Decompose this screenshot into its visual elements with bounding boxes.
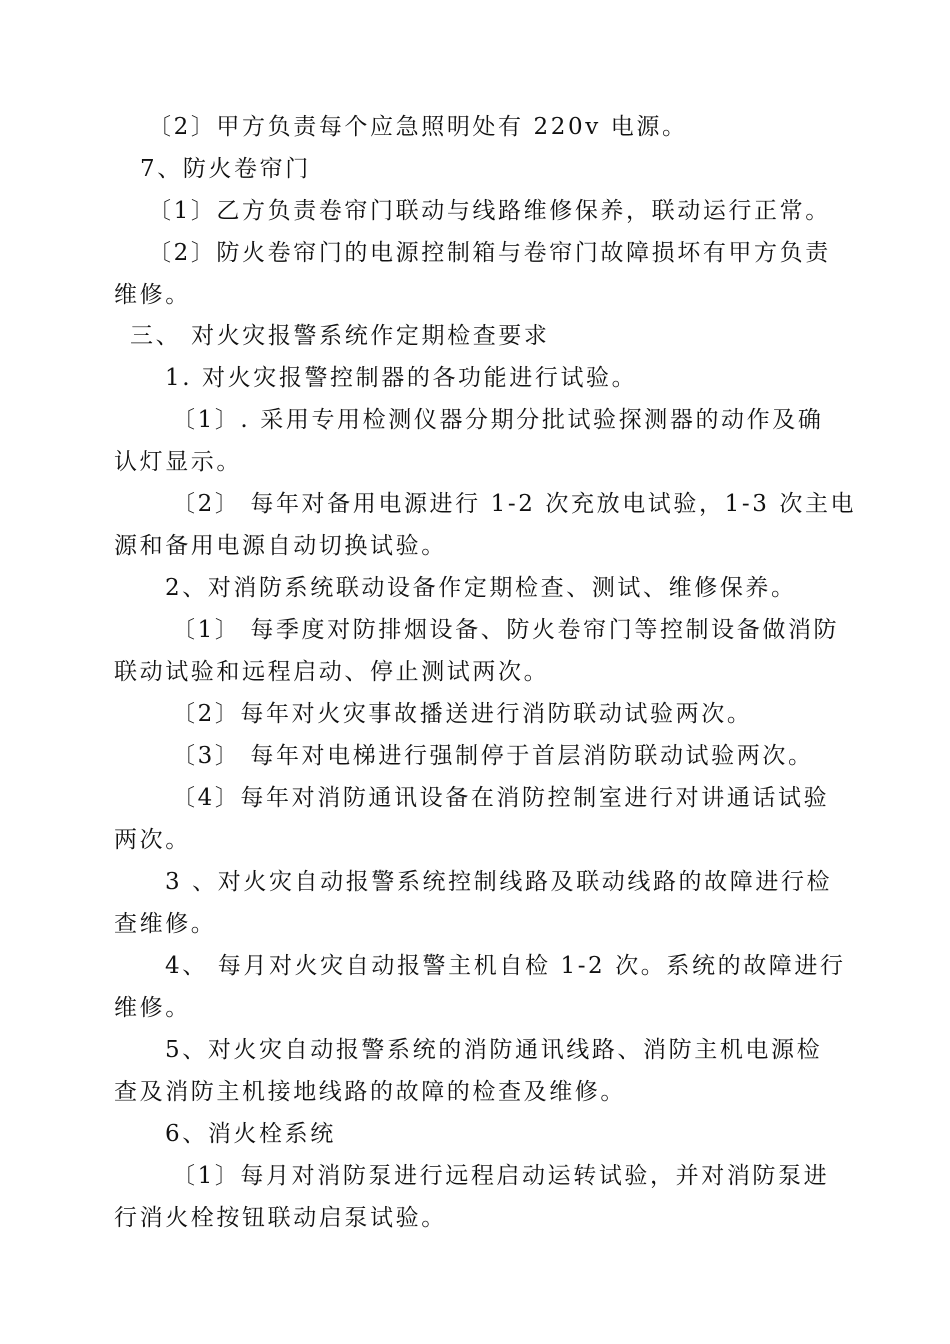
text-line: 查及消防主机接地线路的故障的检查及维修。 — [114, 1079, 626, 1105]
text-line: 两次。 — [114, 827, 191, 853]
text-line: 2、对消防系统联动设备作定期检查、测试、维修保养。 — [165, 575, 797, 601]
text-line: 〔2〕每年对火灾事故播送进行消防联动试验两次。 — [172, 701, 753, 727]
text-line: 维修。 — [114, 282, 191, 308]
text-line: 查维修。 — [114, 911, 217, 937]
text-line: 〔2〕 每年对备用电源进行 1-2 次充放电试验，1-3 次主电 — [172, 491, 857, 517]
text-line: 5、对火灾自动报警系统的消防通讯线路、消防主机电源检 — [165, 1037, 823, 1063]
text-line: 〔2〕防火卷帘门的电源控制箱与卷帘门故障损坏有甲方负责 — [148, 240, 831, 266]
text-line: 7、防火卷帘门 — [140, 156, 311, 182]
text-line: 行消火栓按钮联动启泵试验。 — [114, 1205, 447, 1231]
text-line: 1. 对火灾报警控制器的各功能进行试验。 — [165, 365, 638, 391]
text-line: 〔1〕. 采用专用检测仪器分期分批试验探测器的动作及确 — [172, 407, 824, 433]
text-line: 〔1〕每月对消防泵进行远程启动运转试验，并对消防泵进 — [172, 1163, 830, 1189]
text-line: 〔1〕 每季度对防排烟设备、防火卷帘门等控制设备做消防 — [172, 617, 840, 643]
text-line: 〔1〕乙方负责卷帘门联动与线路维修保养，联动运行正常。 — [148, 198, 831, 224]
text-line: 认灯显示。 — [114, 449, 242, 475]
text-line: 6、消火栓系统 — [165, 1121, 336, 1147]
text-line: 3 、对火灾自动报警系统控制线路及联动线路的故障进行检 — [165, 869, 833, 895]
text-line: 〔4〕每年对消防通讯设备在消防控制室进行对讲通话试验 — [172, 785, 830, 811]
text-line: 4、 每月对火灾自动报警主机自检 1-2 次。系统的故障进行 — [165, 953, 846, 979]
text-line: 维修。 — [114, 995, 191, 1021]
text-line: 源和备用电源自动切换试验。 — [114, 533, 447, 559]
text-line: 联动试验和远程启动、停止测试两次。 — [114, 659, 550, 685]
text-line: 〔2〕甲方负责每个应急照明处有 220v 电源。 — [148, 114, 688, 140]
section-heading: 三、 对火灾报警系统作定期检查要求 — [130, 323, 550, 349]
text-line: 〔3〕 每年对电梯进行强制停于首层消防联动试验两次。 — [172, 743, 814, 769]
